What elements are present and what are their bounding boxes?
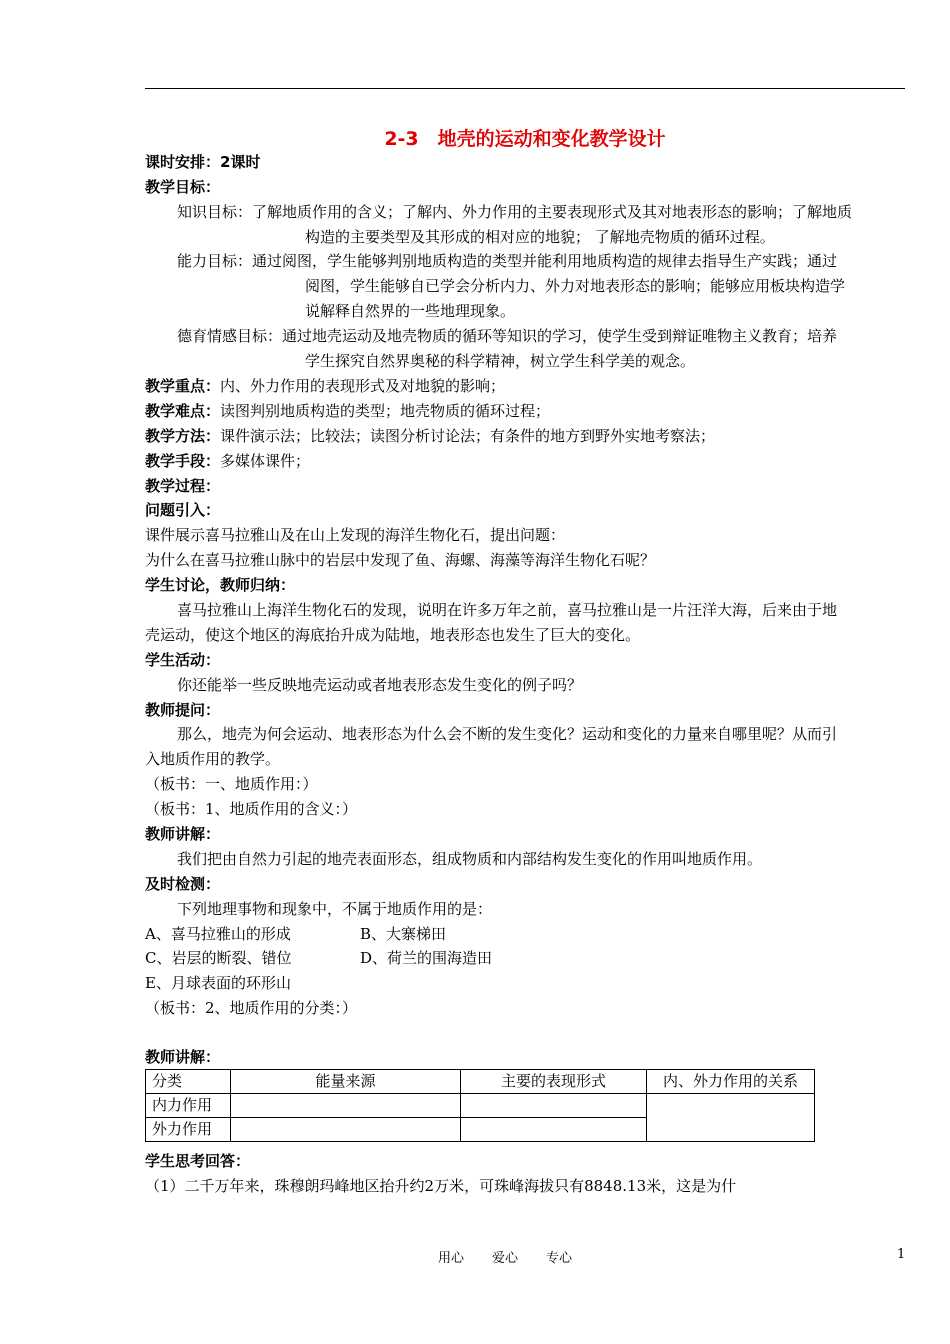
board-note-2: （板书：1、地质作用的含义：） (145, 800, 358, 818)
check-question: 下列地理事物和现象中，不属于地质作用的是： (177, 900, 493, 918)
objectives-label: 教学目标： (145, 178, 221, 196)
answer-label: 学生思考回答： (145, 1152, 251, 1170)
table-header-cell: 能量来源 (231, 1070, 461, 1094)
ability-objective-cont2: 说解释自然界的一些地理现象。 (305, 302, 516, 320)
option-b: B、大寨梯田 (360, 925, 447, 943)
explain-text: 我们把由自然力引起的地壳表面形态，组成物质和内部结构发生变化的作用叫地质作用。 (177, 850, 763, 868)
ability-objective-cont: 阅图，学生能够自已学会分析内力、外力对地表形态的影响；能够应用板块构造学 (305, 277, 846, 295)
classification-table (145, 1069, 815, 1142)
key-points-line: 教学重点：内、外力作用的表现形式及对地貌的影响； (145, 377, 506, 395)
table-header-cell: 内、外力作用的关系 (647, 1070, 815, 1094)
option-d: D、荷兰的围海造田 (360, 949, 493, 967)
board-note-1: （板书：一、地质作用：） (145, 775, 318, 793)
ability-objective: 能力目标：通过阅图，学生能够判别地质构造的类型并能利用地质构造的规律去指导生产实践；通过 (177, 252, 838, 270)
option-e: E、月球表面的环形山 (145, 974, 291, 992)
difficulties-line: 教学难点：读图判别地质构造的类型；地壳物质的循环过程； (145, 402, 551, 420)
check-label: 及时检测： (145, 875, 221, 893)
process-label: 教学过程： (145, 477, 221, 495)
page-number: 1 (897, 1247, 906, 1262)
table-header-cell: 分类 (146, 1070, 231, 1094)
table-row-label: 内力作用 (146, 1094, 231, 1118)
table-row (146, 1094, 815, 1118)
table-header-row (146, 1070, 815, 1094)
schedule-line: 课时安排：2课时 (145, 153, 261, 171)
table-header-cell: 主要的表现形式 (461, 1070, 647, 1094)
activity-label: 学生活动： (145, 651, 221, 669)
moral-objective-cont: 学生探究自然界奥秘的科学精神，树立学生科学美的观念。 (305, 352, 696, 370)
board-note-3: （板书：2、地质作用的分类：） (145, 999, 358, 1017)
option-c: C、岩层的断裂、错位 (145, 949, 292, 967)
ask-label: 教师提问： (145, 701, 221, 719)
header-rule (145, 88, 905, 89)
activity-text: 你还能举一些反映地壳运动或者地表形态发生变化的例子吗？ (177, 676, 583, 694)
table-row-label: 外力作用 (146, 1118, 231, 1142)
table-cell (461, 1094, 647, 1118)
discuss-label: 学生讨论，教师归纳： (145, 576, 296, 594)
answer-text-1: （1）二千万年来，珠穆朗玛峰地区抬升约2万米，可珠峰海拔只有8848.13米，这是为什 (145, 1177, 737, 1195)
discuss-text-2: 壳运动，使这个地区的海底抬升成为陆地，地表形态也发生了巨大的变化。 (145, 626, 641, 644)
moral-objective: 德育情感目标：通过地壳运动及地壳物质的循环等知识的学习，使学生受到辩证唯物主义教育；培养 (177, 327, 838, 345)
media-line: 教学手段：多媒体课件； (145, 452, 311, 470)
knowledge-objective: 知识目标：了解地质作用的含义；了解内、外力作用的主要表现形式及其对地表形态的影响；了解地质 (177, 203, 853, 221)
intro-text-1: 课件展示喜马拉雅山及在山上发现的海洋生物化石，提出问题： (145, 526, 566, 544)
page-title: 2-3 地壳的运动和变化教学设计 (384, 128, 666, 150)
explain-label: 教师讲解： (145, 825, 221, 843)
table-cell (231, 1094, 461, 1118)
ask-text-2: 入地质作用的教学。 (145, 750, 281, 768)
intro-text-2: 为什么在喜马拉雅山脉中的岩层中发现了鱼、海螺、海藻等海洋生物化石呢？ (145, 551, 656, 569)
footer-motto: 用心 爱心 专心 (438, 1251, 573, 1266)
explain2-label: 教师讲解： (145, 1048, 221, 1066)
table-cell (461, 1118, 647, 1142)
table-cell (647, 1094, 815, 1142)
table-cell (231, 1118, 461, 1142)
knowledge-objective-cont: 构造的主要类型及其形成的相对应的地貌； 了解地壳物质的循环过程。 (305, 228, 775, 246)
methods-line: 教学方法：课件演示法；比较法；读图分析讨论法；有条件的地方到野外实地考察法； (145, 427, 716, 445)
intro-label: 问题引入： (145, 501, 221, 519)
ask-text-1: 那么，地壳为何会运动、地表形态为什么会不断的发生变化？运动和变化的力量来自哪里呢？从而引 (177, 725, 838, 743)
discuss-text-1: 喜马拉雅山上海洋生物化石的发现，说明在许多万年之前，喜马拉雅山是一片汪洋大海，后来由于地 (177, 601, 838, 619)
option-a: A、喜马拉雅山的形成 (145, 925, 291, 943)
